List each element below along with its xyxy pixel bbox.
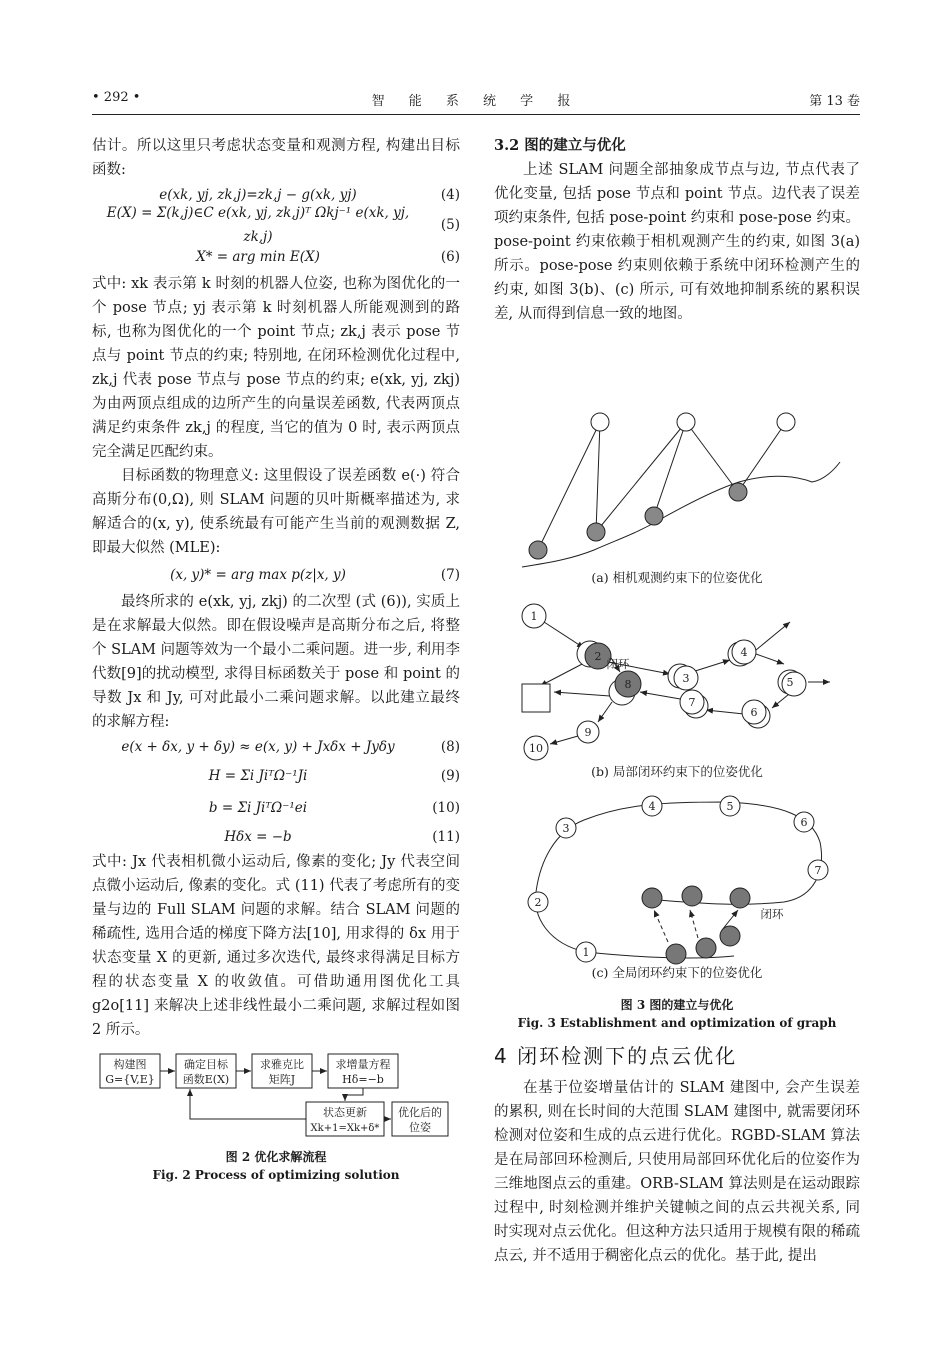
figure-2 <box>92 1050 460 1142</box>
equation-9 <box>92 760 460 792</box>
equation-text: (x, y)* = arg max p(z|x, y) <box>170 567 346 583</box>
flow-label: G={V,E} <box>105 1073 155 1086</box>
flow-label: 状态更新 <box>323 1106 367 1119</box>
flow-label: 求增量方程 <box>335 1058 391 1071</box>
paragraph: 式中: Jx 代表相机微小运动后, 像素的变化; Jy 代表空间点微小运动后, 像素的变化。式 (11) 代表了考虑所有的变量与边的 Full SLAM 问题的求解。结合 SLAM 问题的稀疏性, 选用合适的梯度下降方法[10], 用求得的 δx 用于状态变量 X 的更新, 通过多次迭代, 最终求得满足目标方程的状态变量 X 的收敛值。可借助通用图优化工具 g2o[11] 来解决上述非线性最小二乘问题, 求解过程如图 2 所示。 <box>92 854 460 1038</box>
pose-node <box>682 886 702 906</box>
equation-number: (6) <box>440 249 460 265</box>
node-label: 7 <box>814 864 822 877</box>
node-label: 4 <box>648 800 656 813</box>
equation-text: e(x + δx, y + δy) ≈ e(x, y) + Jxδx + Jyδy <box>121 739 395 755</box>
paragraph: 估计。所以这里只考虑状态变量和观测方程, 构建出目标函数: <box>92 138 460 178</box>
equation-6 <box>92 242 460 272</box>
page-number: • 292 • <box>92 90 141 105</box>
figure-3-caption-en: Fig. 3 Establishment and optimization of graph <box>517 1016 837 1030</box>
pose-node <box>666 944 686 964</box>
equation-5 <box>92 205 460 245</box>
node-label: 6 <box>750 706 758 719</box>
pose-node <box>529 541 547 559</box>
origin-square <box>522 684 550 712</box>
paragraph: 目标函数的物理意义: 这里假设了误差函数 e(·) 符合高斯分布(0,Ω), 则 SLAM 问题的贝叶斯概率描述为, 求解适合的(x, y), 使系统最有可能产生当前的观测数据 Z, 即最大似然 (MLE): <box>92 468 460 556</box>
pose-node <box>729 483 747 501</box>
equation-number: (9) <box>440 768 460 784</box>
paragraph: 上述 SLAM 问题全部抽象成节点与边, 节点代表了优化变量, 包括 pose 节点和 point 节点。边代表了误差项约束条件, 包括 pose-point 约束和 pose-pose 约束。pose-point 约束依赖于相机观测产生的约束, 如图 3(a) 所示。pose-pose 约束则依赖于系统中闭环检测产生的约束, 如图 3(b)、(c) 所示, 可有效地抑制系统的累积误差, 从而得到信息一致的地图。 <box>494 162 860 322</box>
paragraph: 式中: xk 表示第 k 时刻的机器人位姿, 也称为图优化的一个 pose 节点; yj 表示第 k 时刻机器人所能观测到的路标, 也称为图优化的一个 point 节点; zk,j 表示 pose 节点与 point 节点的约束; 特别地, 在闭环检测优化过程中, zk,j 代表 pose 节点与 pose 节点的约束; e(xk, yj, zkj) 为由两顶点组成的边所产生的向量误差函数, 代表两顶点满足约束条件 zk,j 的程度, 当它的值为 0 时, 表示两顶点完全满足匹配约束。 <box>92 276 460 460</box>
equation-number: (5) <box>440 217 460 233</box>
node-label: 5 <box>786 676 794 689</box>
node-label: 7 <box>688 696 696 709</box>
equation-text: X* = arg min E(X) <box>196 249 320 265</box>
right-column <box>494 134 860 1268</box>
flow-label: 函数E(X) <box>182 1073 230 1086</box>
node-label: 1 <box>530 610 538 623</box>
page-header <box>92 90 860 110</box>
equation-number: (4) <box>440 187 460 203</box>
pose-node <box>642 888 662 908</box>
flow-label: Hδ=−b <box>342 1073 384 1086</box>
volume-label: 第 13 卷 <box>809 94 860 109</box>
pose-node <box>587 523 605 541</box>
graph-diagrams <box>494 332 860 972</box>
node-label: 2 <box>534 896 542 909</box>
flowchart <box>92 1050 460 1142</box>
flow-label: 矩阵J <box>268 1073 296 1086</box>
point-node <box>677 413 695 431</box>
equation-number: (10) <box>432 800 460 816</box>
header-rule <box>92 114 860 115</box>
figure-2-caption-en: Fig. 2 Process of optimizing solution <box>152 1168 400 1182</box>
node-label: 4 <box>740 646 748 659</box>
equation-10 <box>92 792 460 824</box>
flow-label: 优化后的 <box>398 1106 442 1119</box>
caption-c: (c) 全局闭环约束下的位姿优化 <box>591 965 763 980</box>
equation-text: b = Σi JiᵀΩ⁻¹ei <box>208 800 308 816</box>
figure-3-caption-cn: 图 3 图的建立与优化 <box>620 998 734 1012</box>
diagram-a <box>522 422 840 567</box>
equation-text: Hδx = −b <box>224 829 292 845</box>
pose-node <box>696 938 716 958</box>
figure-3 <box>494 332 860 972</box>
loop-label: 闭环 <box>760 907 784 921</box>
loop-label: 闭环 <box>606 657 630 671</box>
caption-a: (a) 相机观测约束下的位姿优化 <box>591 570 763 585</box>
node-label: 1 <box>582 946 590 959</box>
point-node <box>777 413 795 431</box>
node-label: 6 <box>800 816 808 829</box>
equation-7 <box>92 560 460 590</box>
equation-number: (8) <box>440 739 460 755</box>
flow-label: 位姿 <box>409 1121 431 1134</box>
node-label: 2 <box>594 650 602 663</box>
node-label: 3 <box>682 672 690 685</box>
flow-label: 求雅克比 <box>260 1058 304 1071</box>
flow-label: Xk+1=Xk+δ* <box>310 1123 380 1134</box>
node-label: 3 <box>562 822 570 835</box>
journal-title: 智 能 系 统 学 报 <box>371 94 581 109</box>
node-label: 5 <box>726 800 734 813</box>
paragraph: 在基于位姿增量估计的 SLAM 建图中, 会产生误差的累积, 则在长时间的大范围 SLAM 建图中, 就需要闭环检测对位姿和生成的点云进行优化。RGBD-SLAM 算法是在局部回环检测后, 只使用局部回环优化后的位姿作为三维地图点云的重建。ORB-SLAM 算法则是在运动跟踪过程中, 时刻检测并维护关键帧之间的点云共视关系, 同时实现对点云优化。但这种方法只适用于规模有限的稀疏点云, 并不适用于稠密化点云的优化。基于此, 提出 <box>494 1080 860 1264</box>
node-label: 9 <box>584 726 592 739</box>
equation-11 <box>92 824 460 850</box>
diagram-c <box>535 802 821 958</box>
equation-text: E(X) = Σ(k,j)∈C e(xk, yj, zk,j)ᵀ Ωkj⁻¹ e(xk, yj, zk,j) <box>106 205 410 245</box>
left-column <box>92 134 460 1184</box>
figure-2-caption-cn: 图 2 优化求解流程 <box>225 1150 327 1164</box>
equation-text: e(xk, yj, zk,j)=zk,j − g(xk, yj) <box>159 187 357 203</box>
section-4-heading: 4 闭环检测下的点云优化 <box>494 1044 738 1068</box>
equation-text: H = Σi JiᵀΩ⁻¹Ji <box>208 768 308 784</box>
pose-node <box>645 507 663 525</box>
pose-node <box>720 926 740 946</box>
section-heading: 3.2 图的建立与优化 <box>494 137 626 154</box>
equation-8 <box>92 734 460 760</box>
node-label: 8 <box>624 678 632 691</box>
flow-label: 确定目标 <box>184 1058 228 1071</box>
paragraph: 最终所求的 e(xk, yj, zkj) 的二次型 (式 (6)), 实质上是在求解最大似然。即在假设噪声是高斯分布之后, 将整个 SLAM 问题等效为一个最小二乘问题。进一步, 利用李代数[9]的扰动模型, 求得目标函数关于 pose 和 point 的导数 Jx 和 Jy, 可对此最小二乘问题求解。以此建立最终的求解方程: <box>92 594 460 730</box>
node-label: 10 <box>529 742 543 755</box>
pose-node <box>730 888 750 908</box>
flow-label: 构建图 <box>113 1058 147 1071</box>
equation-number: (11) <box>432 829 460 845</box>
equation-number: (7) <box>440 567 460 583</box>
caption-b: (b) 局部闭环约束下的位姿优化 <box>591 764 763 779</box>
point-node <box>591 413 609 431</box>
